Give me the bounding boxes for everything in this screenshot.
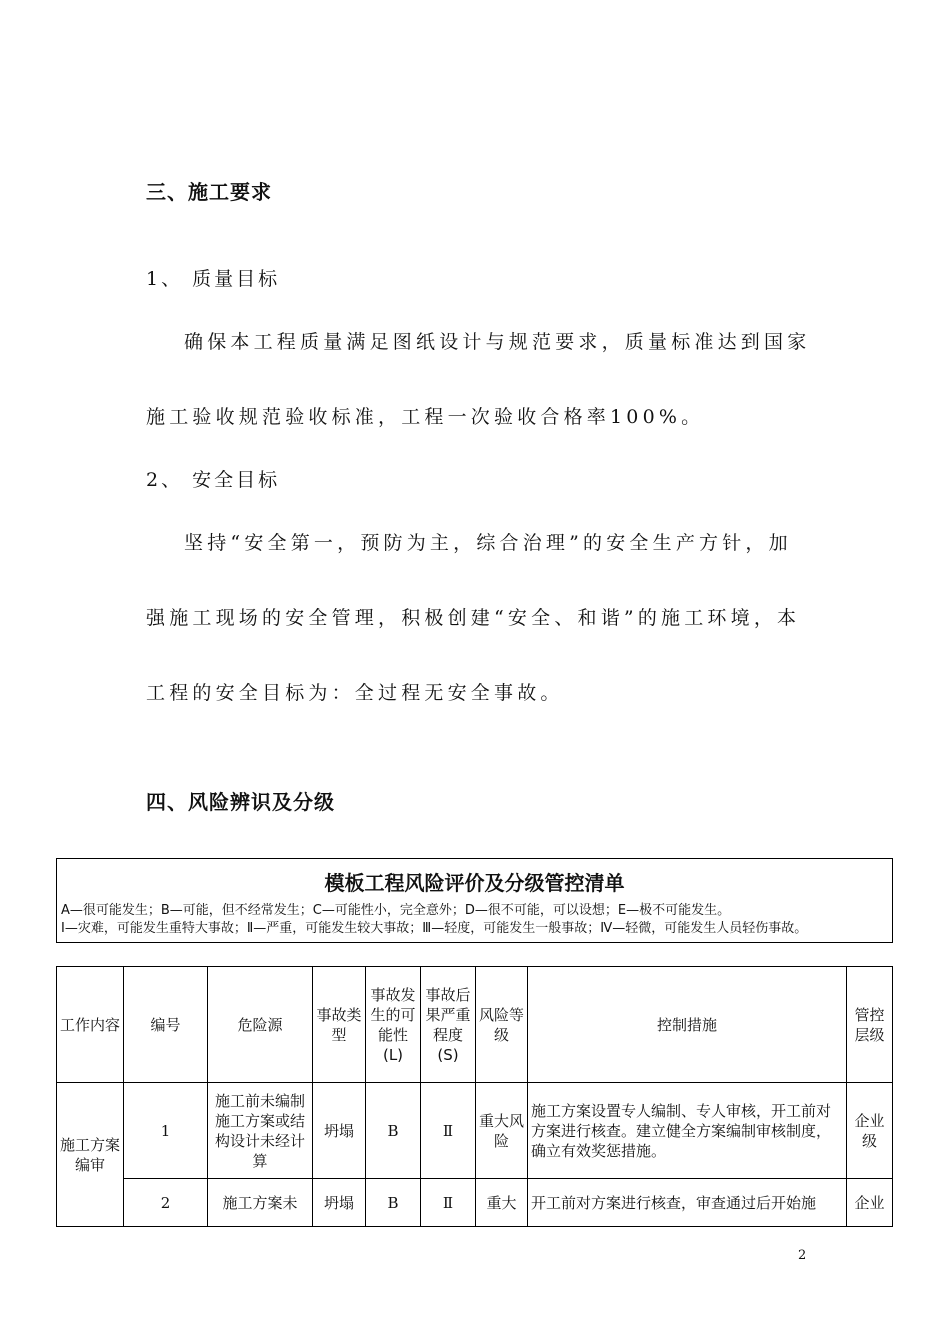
header-work: 工作内容 xyxy=(57,967,124,1083)
row-number: 2 xyxy=(124,1179,208,1227)
risk-table xyxy=(56,966,893,1227)
quality-goal-title: 1、 质量目标 xyxy=(146,268,281,290)
row-accident-type: 坍塌 xyxy=(313,1179,366,1227)
risk-legend xyxy=(57,902,892,942)
severity-legend: Ⅰ—灾难，可能发生重特大事故；Ⅱ—严重，可能发生较大事故；Ⅲ—轻度，可能发生一般事故；Ⅳ—轻微，可能发生人员轻伤事故。 xyxy=(61,921,808,936)
table-row xyxy=(57,1179,893,1227)
row-risk-level: 重大 xyxy=(476,1179,528,1227)
header-severity: 事故后果严重程度(S) xyxy=(421,967,476,1083)
header-number: 编号 xyxy=(124,967,208,1083)
header-risk-level: 风险等级 xyxy=(476,967,528,1083)
quality-goal-line-1: 确保本工程质量满足图纸设计与规范要求，质量标准达到国家 xyxy=(184,331,811,353)
row-risk-level: 重大风险 xyxy=(476,1083,528,1179)
table-header-row xyxy=(57,967,893,1083)
safety-goal-title: 2、 安全目标 xyxy=(146,469,281,491)
table-row xyxy=(57,1083,893,1179)
safety-goal-line-2: 强施工现场的安全管理，积极创建“安全、和谐”的施工环境，本 xyxy=(146,607,801,629)
row-hazard: 施工前未编制施工方案或结构设计未经计算 xyxy=(208,1083,313,1179)
work-group-cell: 施工方案编审 xyxy=(57,1083,124,1227)
safety-goal-line-3: 工程的安全目标为：全过程无安全事故。 xyxy=(146,682,564,704)
risk-table-header-box xyxy=(56,858,893,943)
header-likelihood: 事故发生的可能性(L) xyxy=(366,967,421,1083)
header-measures: 控制措施 xyxy=(528,967,847,1083)
row-measures: 施工方案设置专人编制、专人审核，开工前对方案进行核查。建立健全方案编制审核制度，确立有效奖惩措施。 xyxy=(528,1083,847,1179)
row-control-level: 企业 xyxy=(847,1179,893,1227)
likelihood-legend: A—很可能发生；B—可能，但不经常发生；C—可能性小，完全意外；D—很不可能，可以设想；E—极不可能发生。 xyxy=(61,903,731,918)
row-hazard: 施工方案未 xyxy=(208,1179,313,1227)
header-hazard: 危险源 xyxy=(208,967,313,1083)
row-likelihood: B xyxy=(366,1083,421,1179)
row-control-level: 企业级 xyxy=(847,1083,893,1179)
page-number: 2 xyxy=(798,1248,807,1263)
quality-goal-line-2: 施工验收规范验收标准，工程一次验收合格率100%。 xyxy=(146,406,705,428)
row-severity: Ⅱ xyxy=(421,1083,476,1179)
row-number: 1 xyxy=(124,1083,208,1179)
row-likelihood: B xyxy=(366,1179,421,1227)
risk-table-title: 模板工程风险评价及分级管控清单 xyxy=(324,871,625,895)
row-severity: Ⅱ xyxy=(421,1179,476,1227)
header-control-level: 管控层级 xyxy=(847,967,893,1083)
header-accident-type: 事故类型 xyxy=(313,967,366,1083)
section-3-heading: 三、施工要求 xyxy=(146,180,272,204)
row-measures: 开工前对方案进行核查，审查通过后开始施 xyxy=(528,1179,847,1227)
safety-goal-line-1: 坚持“安全第一，预防为主，综合治理”的安全生产方针，加 xyxy=(184,532,792,554)
row-accident-type: 坍塌 xyxy=(313,1083,366,1179)
section-4-heading: 四、风险辨识及分级 xyxy=(146,790,335,814)
